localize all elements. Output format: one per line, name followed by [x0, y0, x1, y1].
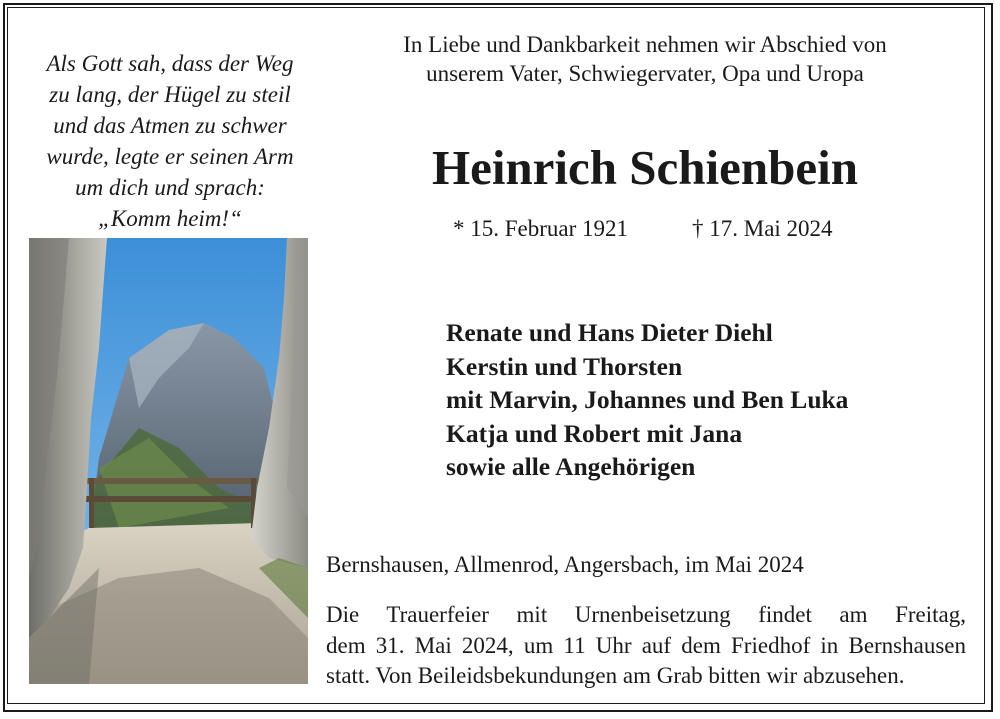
mountain-path-photo [29, 238, 308, 684]
poem-line: um dich und sprach: [75, 175, 265, 200]
poem-line: „Komm heim!“ [98, 206, 242, 231]
family-line: Renate und Hans Dieter Diehl [446, 318, 773, 347]
family-line: Katja und Robert mit Jana [446, 418, 743, 448]
intro-line: unserem Vater, Schwiegervater, Opa und Uropa [426, 61, 864, 86]
intro-line: In Liebe und Dankbarkeit nehmen wir Abschied von [403, 32, 887, 57]
birth-date: * 15. Februar 1921 [453, 216, 629, 241]
place-and-date: Bernshausen, Allmenrod, Angersbach, im Mai 2024 [326, 552, 804, 577]
family-line: mit Marvin, Johannes und Ben Luka [446, 385, 849, 414]
funeral-line: dem 31. Mai 2024, um 11 Uhr auf dem Friedhof in Bernshausen [326, 632, 966, 658]
funeral-line: statt. Von Beileidsbekundungen am Grab bitten wir abzusehen. [326, 663, 905, 688]
death-date: † 17. Mai 2024 [692, 216, 833, 241]
poem-line: Als Gott sah, dass der Weg [46, 51, 294, 76]
funeral-line: Die Trauerfeier mit Urnenbeisetzung findet am Freitag, [326, 602, 966, 627]
intro-text [330, 30, 960, 88]
poem-line: zu lang, der Hügel zu steil [49, 82, 291, 107]
family-line: Kerstin und Thorsten [446, 351, 683, 381]
deceased-name: Heinrich Schienbein [431, 140, 859, 195]
poem-quote [20, 48, 320, 234]
poem-line: und das Atmen zu schwer [53, 113, 287, 138]
family-line: sowie alle Angehörigen [446, 452, 696, 481]
funeral-notice [326, 600, 966, 692]
poem-line: wurde, legte er seinen Arm [46, 144, 294, 169]
family-names [446, 316, 848, 484]
